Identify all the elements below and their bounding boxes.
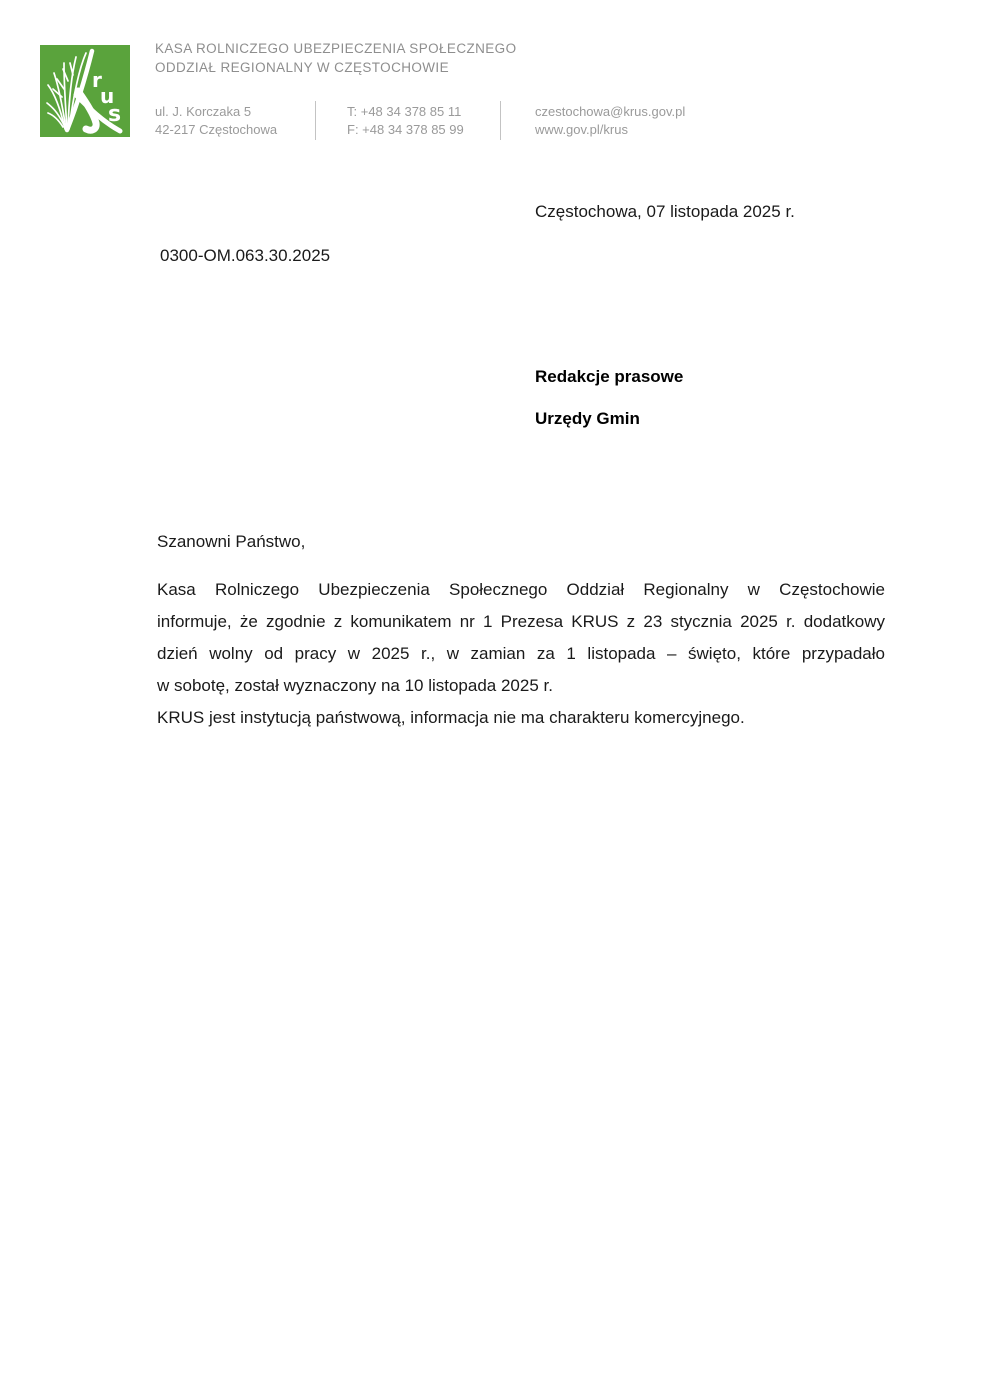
fax-line: F: +48 34 378 85 99 (347, 122, 464, 137)
krus-logo-svg (40, 45, 130, 137)
logo-letter-s: s (108, 102, 122, 127)
address-block (155, 103, 277, 139)
body-paragraph (157, 574, 885, 734)
phone-line: T: +48 34 378 85 11 (347, 104, 462, 119)
body-line: Kasa Rolniczego Ubezpieczenia Społecznego Oddział Regionalny w Częstochowie (157, 580, 885, 599)
address-line2: 42-217 Częstochowa (155, 122, 278, 137)
recipients-block (535, 366, 683, 450)
krus-logo-icon (40, 45, 130, 137)
org-name-block (155, 39, 516, 77)
recipient-municipalities: Urzędy Gmin (535, 409, 640, 428)
org-name-line2: ODDZIAŁ REGIONALNY W CZĘSTOCHOWIE (155, 60, 449, 75)
phone-block (347, 103, 464, 139)
body-line: w sobotę, został wyznaczony na 10 listopada 2025 r. (157, 676, 553, 695)
logo-letter-u: u (100, 84, 115, 108)
reference-number: 0300-OM.063.30.2025 (160, 246, 331, 265)
contact-divider-1 (315, 101, 316, 140)
body-line: dzień wolny od pracy w 2025 r., w zamian za 1 listopada – święto, które przypadało (157, 644, 885, 663)
logo-letter-r: r (92, 68, 102, 92)
org-name-line1: KASA ROLNICZEGO UBEZPIECZENIA SPOŁECZNEGO (155, 41, 517, 56)
body-line: informuje, że zgodnie z komunikatem nr 1 Prezesa KRUS z 23 stycznia 2025 r. dodatkowy (157, 612, 885, 631)
website-text: www.gov.pl/krus (535, 122, 628, 137)
salutation: Szanowni Państwo, (157, 532, 306, 551)
recipient-press: Redakcje prasowe (535, 367, 684, 386)
place-date: Częstochowa, 07 listopada 2025 r. (535, 202, 795, 221)
web-block (535, 103, 685, 139)
address-line1: ul. J. Korczaka 5 (155, 104, 252, 119)
contact-divider-2 (500, 101, 501, 140)
email-text: czestochowa@krus.gov.pl (535, 104, 686, 119)
closing-line: KRUS jest instytucją państwową, informacja nie ma charakteru komercyjnego. (157, 708, 745, 727)
